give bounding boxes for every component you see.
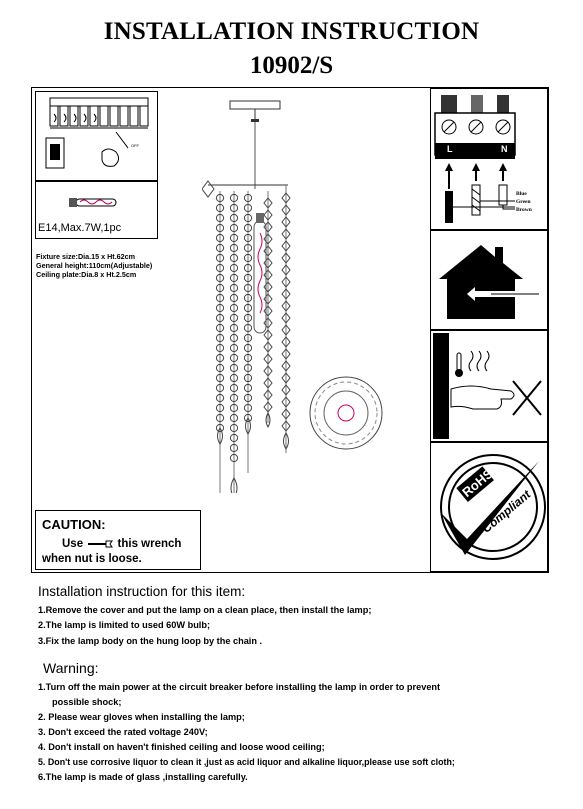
installation-step-2: 2.The lamp is limited to used 60W bulb;: [38, 620, 211, 630]
general-height-spec: General height:110cm(Adjustable): [36, 261, 153, 270]
caution-line-1: [62, 538, 181, 550]
warning-item-2: 2. Please wear gloves when installing the lamp;: [38, 712, 245, 722]
caution-title: CAUTION:: [42, 517, 106, 532]
warning-title: Warning:: [43, 660, 99, 676]
fixture-size-spec: Fixture size:Dia.15 x Ht.62cm: [36, 252, 136, 261]
caution-wrench-text: this wrench: [117, 538, 182, 550]
ceiling-plate-spec: Ceiling plate:Dia.8 x Ht.2.5cm: [36, 270, 137, 279]
caution-use-text: Use: [62, 538, 84, 550]
warning-item-1-continued: possible shock;: [52, 697, 122, 707]
document-title: INSTALLATION INSTRUCTION: [103, 18, 480, 45]
terminal-label-n: N: [501, 144, 508, 154]
wiring-panel: [430, 88, 548, 230]
warning-item-5: 5. Don't use corrosive liquor to clean it ,just as acid liquor and alkaline liquor,please use soft cloth;: [38, 757, 455, 767]
terminal-label-l: L: [447, 144, 453, 154]
diagram-frame: [31, 87, 549, 573]
wire-label-green: Green: [516, 199, 531, 205]
warning-item-6: 6.The lamp is made of glass ,installing carefully.: [38, 772, 248, 782]
rohs-panel: [430, 442, 548, 572]
warning-item-4: 4. Don't install on haven't finished ceiling and loose wood ceiling;: [38, 742, 325, 752]
caution-line-2: when nut is loose.: [42, 553, 142, 565]
installation-step-1: 1.Remove the cover and put the lamp on a clean place, then install the lamp;: [38, 605, 372, 615]
wrench-icon: [86, 540, 114, 548]
installation-title: Installation instruction for this item:: [38, 584, 246, 599]
compliant-badge-text: Compliant: [479, 487, 534, 536]
terminal-block-switch-icon: [36, 92, 157, 180]
rohs-compliant-badge-icon: [431, 443, 547, 571]
warning-item-3: 3. Don't exceed the rated voltage 240V;: [38, 727, 208, 737]
svg-text:OFF: OFF: [131, 143, 139, 148]
caution-box: [35, 510, 201, 570]
wire-label-brown: Brown: [516, 207, 532, 213]
bulb-icon: [36, 182, 157, 222]
wire-label-blue: Blue: [516, 191, 527, 197]
hot-surface-no-touch-icon: [431, 331, 547, 441]
indoor-house-icon: [431, 231, 547, 329]
terminal-panel: [35, 91, 158, 181]
indoor-use-panel: [430, 230, 548, 330]
rohs-badge-text: RoHS: [459, 465, 496, 500]
bulb-spec-label: E14,Max.7W,1pc: [38, 222, 122, 234]
heat-warning-panel: [430, 330, 548, 442]
installation-step-3: 3.Fix the lamp body on the hung loop by the chain .: [38, 636, 263, 646]
model-number: 10902/S: [249, 52, 334, 79]
warning-item-1: 1.Turn off the main power at the circuit breaker before installing the lamp in order to prevent: [38, 682, 441, 692]
